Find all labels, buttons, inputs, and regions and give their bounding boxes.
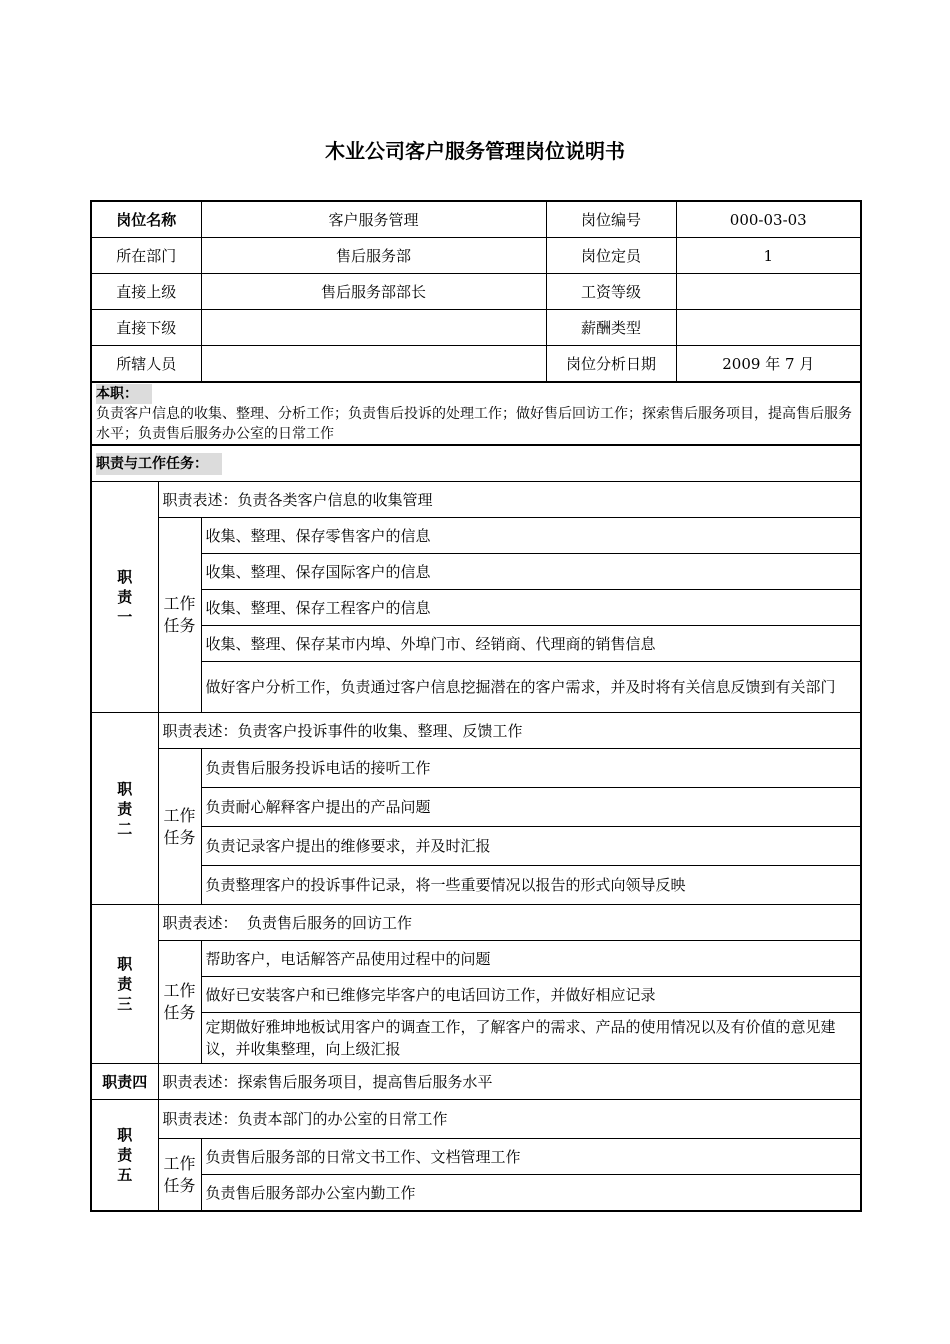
duty-3-task-1: 帮助客户，电话解答产品使用过程中的问题	[201, 941, 861, 977]
salary-grade-value	[676, 274, 861, 310]
quota-value: 1	[676, 238, 861, 274]
job-description-table	[90, 200, 862, 1212]
task-row	[91, 1175, 861, 1212]
duty-2-work-label	[158, 749, 201, 905]
position-code-label: 岗位编号	[546, 201, 676, 238]
duty-5-work-label	[158, 1139, 201, 1212]
info-row-subordinate	[91, 310, 861, 346]
task-row	[91, 941, 861, 977]
task-row	[91, 1139, 861, 1175]
duty-5-task-2: 负责售后服务部办公室内勤工作	[201, 1175, 861, 1212]
task-row	[91, 788, 861, 827]
task-row	[91, 866, 861, 905]
duty-1-task-1: 收集、整理、保存零售客户的信息	[201, 518, 861, 554]
duty-2-description: 职责表述：负责客户投诉事件的收集、整理、反馈工作	[158, 713, 861, 749]
work-label-text: 工作任务	[163, 1153, 196, 1195]
duty-5-task-1: 负责售后服务部的日常文书工作、文档管理工作	[201, 1139, 861, 1175]
quota-label: 岗位定员	[546, 238, 676, 274]
duty-5-label-text: 职责五	[117, 1126, 133, 1184]
task-row	[91, 977, 861, 1013]
task-row	[91, 590, 861, 626]
responsibilities-header-cell	[91, 445, 861, 482]
duty-4-description: 职责表述：探索售后服务项目，提高售后服务水平	[158, 1064, 861, 1100]
superior-value: 售后服务部部长	[201, 274, 546, 310]
duty-1-label	[91, 482, 158, 713]
duty-1-task-4: 收集、整理、保存某市内埠、外埠门市、经销商、代理商的销售信息	[201, 626, 861, 662]
superior-label: 直接上级	[91, 274, 201, 310]
position-name-label: 岗位名称	[91, 201, 201, 238]
duty-3-task-2: 做好已安装客户和已维修完毕客户的电话回访工作，并做好相应记录	[201, 977, 861, 1013]
duty-1-task-3: 收集、整理、保存工程客户的信息	[201, 590, 861, 626]
responsibilities-header-row	[91, 445, 861, 482]
duty-row	[91, 713, 861, 749]
work-label-text: 工作任务	[163, 981, 196, 1022]
work-label-text: 工作任务	[163, 594, 196, 635]
duty-3-label	[91, 905, 158, 1064]
task-row	[91, 554, 861, 590]
duty-2-label-text: 职责二	[117, 779, 133, 838]
task-row	[91, 1013, 861, 1064]
duty-3-label-text: 职责三	[117, 955, 133, 1013]
subordinate-value	[201, 310, 546, 346]
staff-value	[201, 346, 546, 383]
duty-2-task-4: 负责整理客户的投诉事件记录，将一些重要情况以报告的形式向领导反映	[201, 866, 861, 905]
duty-2-task-1: 负责售后服务投诉电话的接听工作	[201, 749, 861, 788]
duty-5-description: 职责表述：负责本部门的办公室的日常工作	[158, 1100, 861, 1139]
analysis-date-value: 2009 年 7 月	[676, 346, 861, 383]
main-duty-label: 本职：	[96, 384, 152, 404]
analysis-date-label: 岗位分析日期	[546, 346, 676, 383]
duty-1-task-5: 做好客户分析工作，负责通过客户信息挖掘潜在的客户需求，并及时将有关信息反馈到有关部门	[201, 662, 861, 713]
task-row	[91, 662, 861, 713]
subordinate-label: 直接下级	[91, 310, 201, 346]
duty-5-label	[91, 1100, 158, 1212]
page-title: 木业公司客户服务管理岗位说明书	[325, 139, 625, 163]
task-row	[91, 749, 861, 788]
duty-1-task-2: 收集、整理、保存国际客户的信息	[201, 554, 861, 590]
info-row-name	[91, 201, 861, 238]
info-row-dept	[91, 238, 861, 274]
duty-1-description: 职责表述：负责各类客户信息的收集管理	[158, 482, 861, 518]
department-value: 售后服务部	[201, 238, 546, 274]
info-row-superior	[91, 274, 861, 310]
main-duty-text: 负责客户信息的收集、整理、分析工作；负责售后投诉的处理工作；做好售后回访工作；探索售后服务项目，提高售后服务水平；负责售后服务办公室的日常工作	[96, 406, 852, 442]
task-row	[91, 626, 861, 662]
duty-3-task-3: 定期做好雅坤地板试用客户的调查工作，了解客户的需求、产品的使用情况以及有价值的意见建议，并收集整理，向上级汇报	[201, 1013, 861, 1064]
duty-row	[91, 1100, 861, 1139]
pay-type-value	[676, 310, 861, 346]
job-description-document	[90, 200, 860, 1212]
task-row	[91, 518, 861, 554]
duty-row	[91, 482, 861, 518]
position-code-value: 000-03-03	[676, 201, 861, 238]
salary-grade-label: 工资等级	[546, 274, 676, 310]
staff-label: 所辖人员	[91, 346, 201, 383]
duty-1-work-label	[158, 518, 201, 713]
duty-row	[91, 905, 861, 941]
position-name-value: 客户服务管理	[201, 201, 546, 238]
duty-2-task-3: 负责记录客户提出的维修要求，并及时汇报	[201, 827, 861, 866]
pay-type-label: 薪酬类型	[546, 310, 676, 346]
duty-2-task-2: 负责耐心解释客户提出的产品问题	[201, 788, 861, 827]
duty-3-work-label	[158, 941, 201, 1064]
main-duty-cell	[91, 382, 861, 445]
responsibilities-label: 职责与工作任务：	[96, 453, 222, 475]
main-duty-row	[91, 382, 861, 445]
work-label-text: 工作任务	[163, 805, 196, 847]
info-row-staff	[91, 346, 861, 383]
task-row	[91, 827, 861, 866]
duty-1-label-text: 职责一	[117, 568, 133, 626]
duty-2-label	[91, 713, 158, 905]
duty-row	[91, 1064, 861, 1100]
duty-4-label: 职责四	[91, 1064, 158, 1100]
duty-3-description: 职责表述： 负责售后服务的回访工作	[158, 905, 861, 941]
department-label: 所在部门	[91, 238, 201, 274]
